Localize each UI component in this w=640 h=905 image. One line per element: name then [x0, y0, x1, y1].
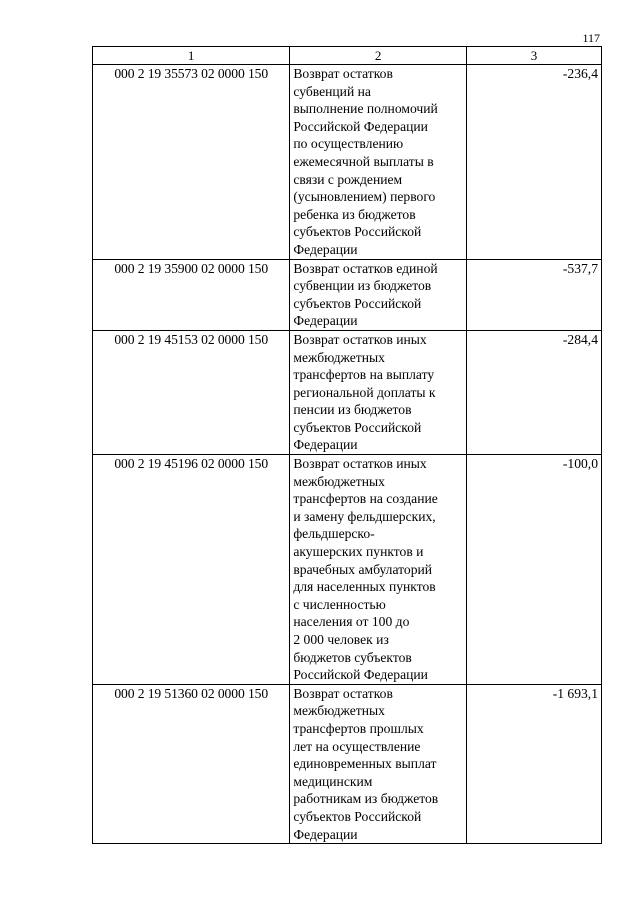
revenue-name-line: медицинским	[293, 773, 373, 789]
amount-cell: -537,7	[466, 259, 601, 330]
revenue-name-line: Российской Федерации	[293, 667, 428, 683]
revenue-name-line: трансфертов прошлых	[293, 720, 424, 736]
revenue-name-cell	[290, 259, 467, 330]
revenue-name-line: Возврат остатков	[293, 685, 393, 701]
revenue-name-line: межбюджетных	[293, 473, 385, 489]
budget-code-cell: 000 2 19 35900 02 0000 150	[93, 259, 290, 330]
column-header-1: 1	[93, 47, 290, 65]
revenue-name-line: межбюджетных	[293, 703, 385, 719]
column-header-3: 3	[466, 47, 601, 65]
budget-table	[92, 46, 602, 844]
revenue-name-line: единовременных выплат	[293, 756, 437, 772]
revenue-name-line: Федерации	[293, 313, 358, 329]
revenue-name-line: Федерации	[293, 437, 358, 453]
revenue-name-line: Российской Федерации	[293, 118, 428, 134]
table-row	[93, 65, 602, 260]
revenue-name-line: субъектов Российской	[293, 295, 422, 311]
revenue-name-line: Возврат остатков	[293, 66, 393, 81]
revenue-name-line: трансфертов на создание	[293, 491, 438, 507]
revenue-name-line: врачебных амбулаторий	[293, 561, 433, 577]
table-row	[93, 259, 602, 330]
revenue-name-line: Возврат остатков единой	[293, 260, 438, 276]
amount-cell: -1 693,1	[466, 684, 601, 843]
revenue-name-line: Федерации	[293, 826, 358, 842]
page-number: 117	[582, 31, 600, 45]
revenue-name-line: (усыновлением) первого	[293, 189, 436, 205]
revenue-name-cell	[290, 330, 467, 454]
revenue-name-line: выполнение полномочий	[293, 101, 438, 117]
amount-cell: -284,4	[466, 330, 601, 454]
revenue-name-line: Возврат остатков иных	[293, 331, 427, 347]
revenue-name-line: Федерации	[293, 241, 358, 257]
revenue-name-line: субвенции из бюджетов	[293, 278, 432, 294]
revenue-name-line: трансфертов на выплату	[293, 367, 435, 383]
revenue-name-line: Возврат остатков иных	[293, 456, 427, 472]
revenue-name-line: для населенных пунктов	[293, 579, 436, 595]
revenue-name-line: лет на осуществление	[293, 738, 421, 754]
budget-code-cell: 000 2 19 35573 02 0000 150	[93, 65, 290, 260]
revenue-name-line: бюджетов субъектов	[293, 649, 412, 665]
revenue-name-line: акушерских пунктов и	[293, 544, 424, 560]
revenue-name-line: и замену фельдшерских,	[293, 508, 436, 524]
revenue-name-line: межбюджетных	[293, 349, 385, 365]
column-header-2: 2	[290, 47, 467, 65]
revenue-name-line: субъектов Российской	[293, 224, 422, 240]
revenue-name-line: связи с рождением	[293, 171, 403, 187]
revenue-name-line: фельдшерско-	[293, 526, 375, 542]
revenue-name-line: с численностью	[293, 596, 386, 612]
table-row	[93, 330, 602, 454]
revenue-name-cell	[290, 684, 467, 843]
revenue-name-line: субвенций на	[293, 83, 371, 99]
revenue-name-line: субъектов Российской	[293, 808, 422, 824]
revenue-name-line: пенсии из бюджетов	[293, 402, 412, 418]
revenue-name-line: ежемесячной выплаты в	[293, 153, 434, 169]
table-row	[93, 684, 602, 843]
revenue-name-line: 2 000 человек из	[293, 632, 389, 647]
budget-code-cell: 000 2 19 51360 02 0000 150	[93, 684, 290, 843]
revenue-name-line: работникам из бюджетов	[293, 791, 439, 807]
table-header-row	[93, 47, 602, 65]
revenue-name-line: субъектов Российской	[293, 419, 422, 435]
budget-table-body	[93, 47, 602, 844]
revenue-name-line: региональной доплаты к	[293, 384, 436, 400]
revenue-name-line: населения от 100 до	[293, 614, 410, 630]
table-row	[93, 455, 602, 685]
budget-code-cell: 000 2 19 45153 02 0000 150	[93, 330, 290, 454]
amount-cell: -236,4	[466, 65, 601, 260]
revenue-name-line: по осуществлению	[293, 136, 404, 152]
amount-cell: -100,0	[466, 455, 601, 685]
revenue-name-cell	[290, 65, 467, 260]
budget-code-cell: 000 2 19 45196 02 0000 150	[93, 455, 290, 685]
revenue-name-cell	[290, 455, 467, 685]
revenue-name-line: ребенка из бюджетов	[293, 206, 416, 222]
